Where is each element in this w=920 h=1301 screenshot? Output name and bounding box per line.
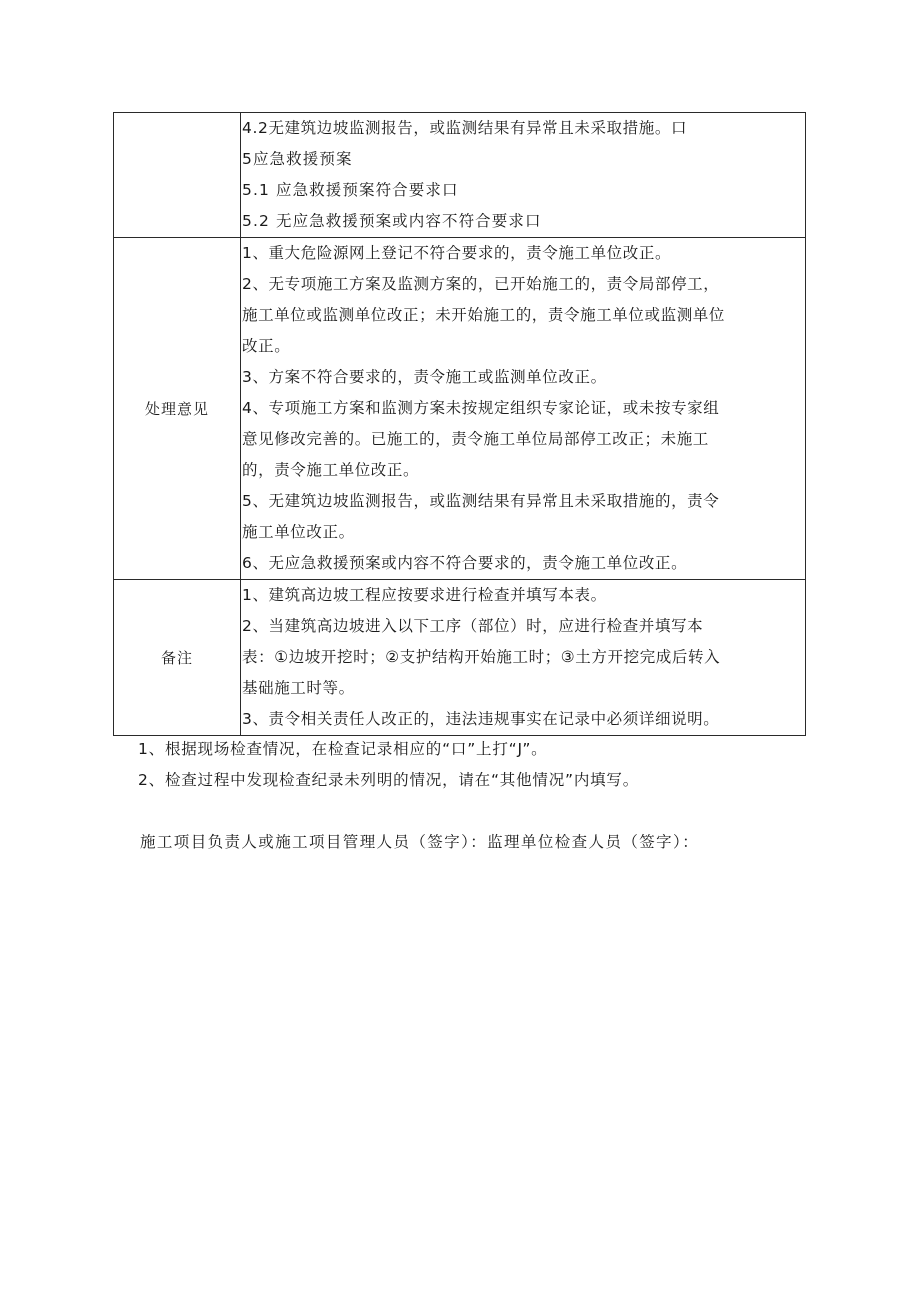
table-row-emergency-plan <box>114 113 806 238</box>
remark-line: 1、建筑高边坡工程应按要求进行检查并填写本表。 <box>242 586 607 604</box>
remark-line: 2、当建筑高边坡进入以下工序（部位）时，应进行检查并填写本 <box>242 617 704 635</box>
remark-line: 表：①边坡开挖时；②支护结构开始施工时；③土方开挖完成后转入 <box>242 648 721 666</box>
remark-line: 基础施工时等。 <box>242 679 355 697</box>
footnote-item: 1、根据现场检查情况，在检查记录相应的“口”上打“J”。 <box>138 740 548 758</box>
remark-line: 3、责令相关责任人改正的，违法违规事实在记录中必须详细说明。 <box>242 710 720 728</box>
checklist-item: 5.1 应急救援预案符合要求口 <box>242 181 459 199</box>
section-heading: 5应急救援预案 <box>242 150 353 168</box>
footnotes <box>138 734 639 796</box>
table-row-remarks <box>114 580 806 736</box>
footnote-item: 2、检查过程中发现检查纪录未列明的情况，请在“其他情况”内填写。 <box>138 771 640 789</box>
checklist-item: 4.2无建筑边坡监测报告，或监测结果有异常且未采取措施。口 <box>242 119 688 137</box>
row-content-handling-opinion <box>241 238 806 580</box>
opinion-line: 2、无专项施工方案及监测方案的，已开始施工的，责令局部停工， <box>242 275 720 293</box>
opinion-line: 的，责令施工单位改正。 <box>242 461 420 479</box>
row-label-remarks: 备注 <box>114 580 241 736</box>
opinion-line: 3、方案不符合要求的，责令施工或监测单位改正。 <box>242 368 607 386</box>
opinion-line: 1、重大危险源网上登记不符合要求的，责令施工单位改正。 <box>242 244 672 262</box>
row-label-handling-opinion: 处理意见 <box>114 238 241 580</box>
opinion-line: 施工单位改正。 <box>242 523 355 541</box>
inspection-record-table <box>113 112 806 736</box>
opinion-line: 意见修改完善的。已施工的，责令施工单位局部停工改正；未施工 <box>242 430 709 448</box>
row-label-empty <box>114 113 241 238</box>
opinion-line: 6、无应急救援预案或内容不符合要求的，责令施工单位改正。 <box>242 554 688 572</box>
checklist-item: 5.2 无应急救援预案或内容不符合要求口 <box>242 212 542 230</box>
opinion-line: 4、专项施工方案和监测方案未按规定组织专家论证，或未按专家组 <box>242 399 720 417</box>
opinion-line: 施工单位或监测单位改正；未开始施工的，责令施工单位或监测单位 <box>242 306 726 324</box>
opinion-line: 5、无建筑边坡监测报告，或监测结果有异常且未采取措施的，责令 <box>242 492 720 510</box>
signature-line: 施工项目负责人或施工项目管理人员（签字）：监理单位检查人员（签字）： <box>140 833 700 851</box>
row-content-emergency-plan <box>241 113 806 238</box>
row-content-remarks <box>241 580 806 736</box>
opinion-line: 改正。 <box>242 337 291 355</box>
table-row-handling-opinion <box>114 238 806 580</box>
